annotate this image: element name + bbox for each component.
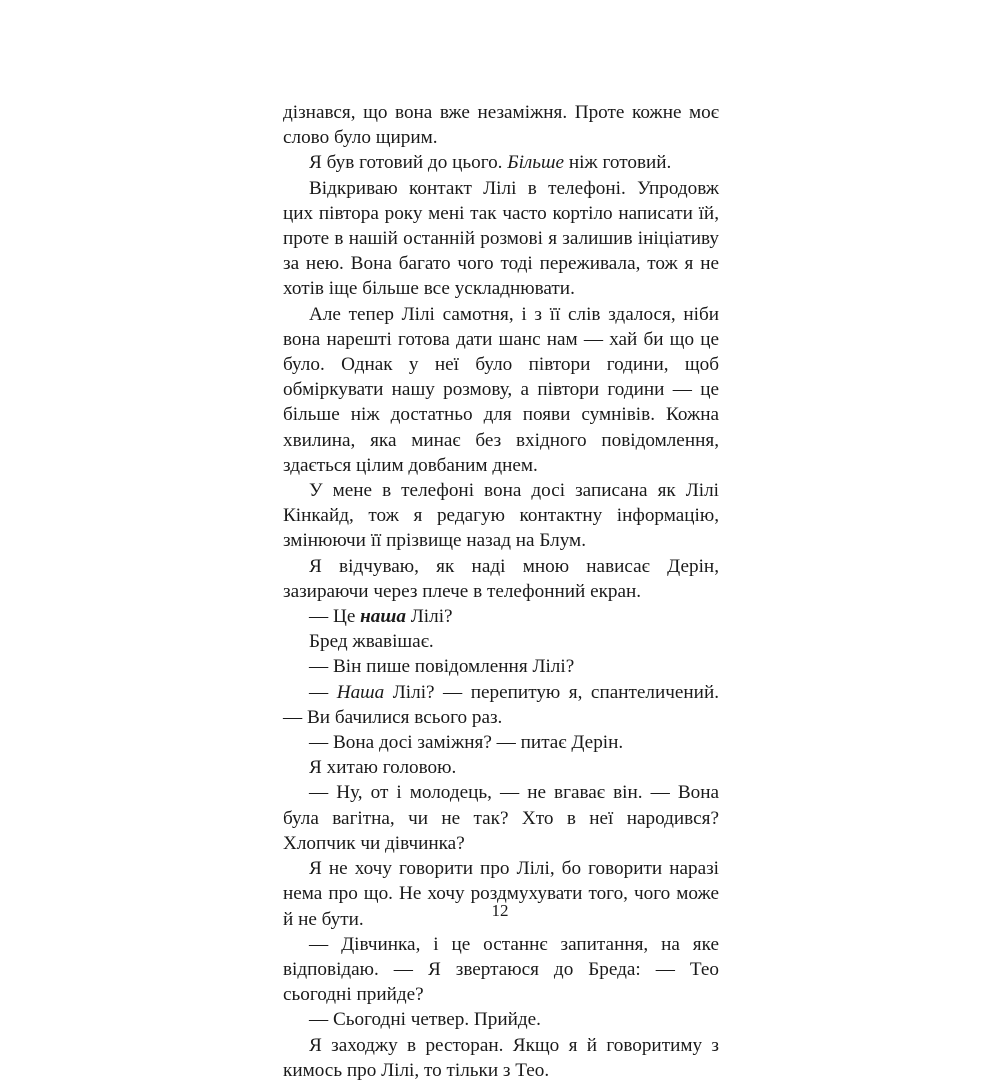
text-run: Я заходжу в ресторан. Якщо я й говоритиму з кимось про Лілі, то тільки з Тео. [283,1034,719,1081]
paragraph [283,1007,719,1032]
paragraph [283,100,719,150]
text-run: Лілі? — перепитую я, спантеличений. — Ви бачилися всього раз. [283,681,720,728]
text-run: — Дівчинка, і це останнє запитання, на яке відповідаю. — Я звертаюся до Бреда: — Тео сьогодні прийде? [283,933,719,1006]
paragraph [283,604,719,629]
emphasis-run: Більше [507,152,565,174]
text-run: — Ну, от і молодець, — не вгаває він. — Вона була вагітна, чи не так? Хто в неї народився? Хлопчик чи дівчинка? [283,782,719,854]
text-run: Відкриваю контакт Лілі в телефоні. Упродовж цих півтора року мені так часто кортіло написати їй, проте в нашій останній розмові я залишив ініціативу за нею. Вона багато чого тоді переживала, тож я не хотів іще більше все ускладнювати. [283,177,719,300]
text-run: — Вона досі заміжня? — питає Дерін. [309,732,624,754]
paragraph [283,932,719,1008]
paragraph [283,150,719,175]
paragraph [283,629,719,654]
text-run: Але тепер Лілі самотня, і з її слів здалося, ніби вона нарешті готова дати шанс нам — хай би що це було. Однак у неї було півтори години, щоб обміркувати нашу розмову, а півтори години — це більше ніж достатньо для появи сумнівів. Кожна хвилина, яка минає без вхідного повідомлення, здається цілим довбаним днем. [283,303,719,476]
paragraph [283,176,719,302]
text-run: — [309,681,337,703]
text-run: Я не хочу говорити про Лілі, бо говорити наразі нема про що. Не хочу роздмухувати того, чого може й не бути. [283,858,719,930]
text-run: Я був готовий до цього. [309,152,508,174]
text-run: Лілі? [405,606,453,628]
text-run: — Сьогодні четвер. Прийде. [309,1009,541,1031]
text-run: — Він пише повідомлення Лілі? [309,656,575,678]
paragraph [283,478,719,554]
emphasis-run: Наша [336,681,385,703]
paragraph [283,780,719,856]
page-text [283,100,719,1083]
page-number: 12 [491,901,509,920]
text-run: Бред жвавішає. [309,631,434,653]
paragraph [283,755,719,780]
paragraph [283,302,719,478]
text-run: дізнався, що вона вже незаміжня. Проте кожне моє слово було щирим. [283,102,719,149]
text-run: Я відчуваю, як наді мною нависає Дерін, зазираючи через плече в телефонний екран. [283,555,719,602]
paragraph [283,554,719,604]
paragraph [283,654,719,679]
paragraph [283,680,719,730]
text-run: ніж готовий. [564,152,672,174]
paragraph [283,1033,719,1083]
book-page [240,0,760,1081]
paragraph [283,730,719,755]
emphasis-run: наша [360,606,406,628]
text-run: Я хитаю головою. [309,757,457,779]
text-run: У мене в телефоні вона досі записана як Лілі Кінкайд, тож я редагую контактну інформацію, змінюючи її прізвище назад на Блум. [283,480,719,552]
text-run: — Це [309,606,361,628]
